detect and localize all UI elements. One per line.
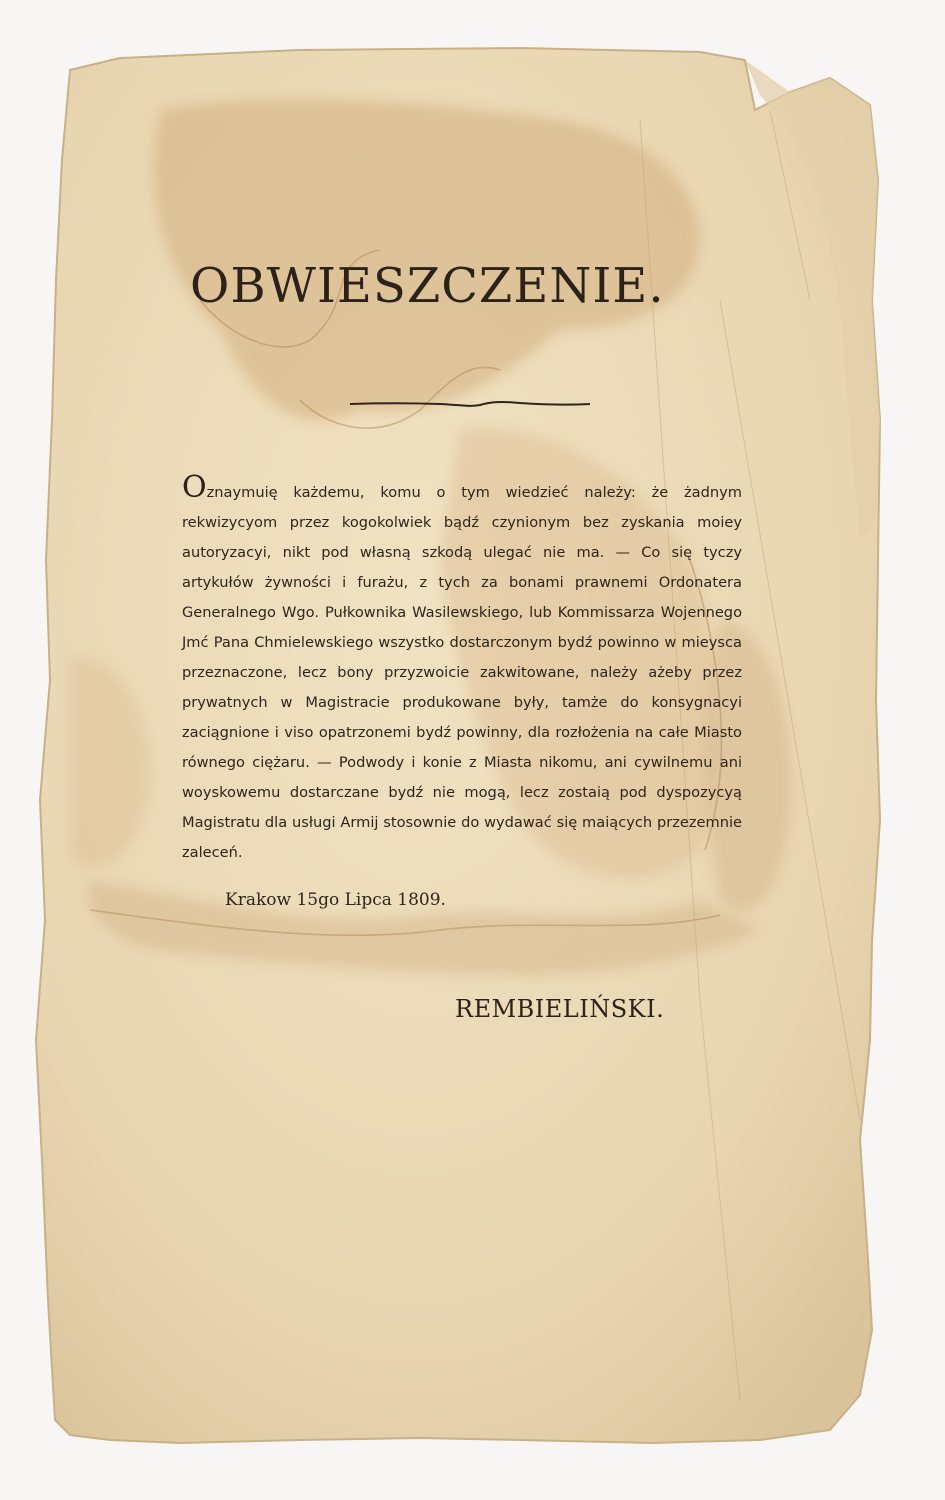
ornamental-divider [350, 398, 590, 410]
place-date-line: Krakow 15go Lipca 1809. [225, 890, 446, 910]
notice-title: OBWIESZCZENIE. [190, 258, 665, 314]
drop-cap: O [182, 470, 207, 505]
notice-body-text: znaymuię każdemu, komu o tym wiedzieć należy: że żadnym rekwizycyom przez kogokolwiek bądź czynionym bez zyskania moiey autoryzacyi, nikt pod własną szkodą ulegać nie ma. — Co się tyczy artykułów żywności i furażu, z tych za bonami prawnemi Ordonatera Generalnego Wgo. Pułkownika Wasilewskiego, lub Kommissarza Wojennego Jmć Pana Chmielewskiego wszystko dostarczonym bydź powinno w mieysca przeznaczone, lecz bony przyzwoicie zakwitowane, należy ażeby przez prywatnych w Magistracie produkowane były, tamże do konsygnacyi zaciągnione i viso opatrzonemi bydź powinny, dla rozłożenia na całe Miasto równego ciężaru. — Podwody i konie z Miasta nikomu, ani cywilnemu ani woyskowemu dostarczane bydź nie mogą, lecz zostaią pod dyspozycyą Magistratu dla usługi Armij stosownie do wydawać się maiących przezemnie zaleceń. [182, 484, 742, 861]
signatory-name: REMBIELIŃSKI. [455, 995, 665, 1023]
notice-body [182, 470, 742, 868]
